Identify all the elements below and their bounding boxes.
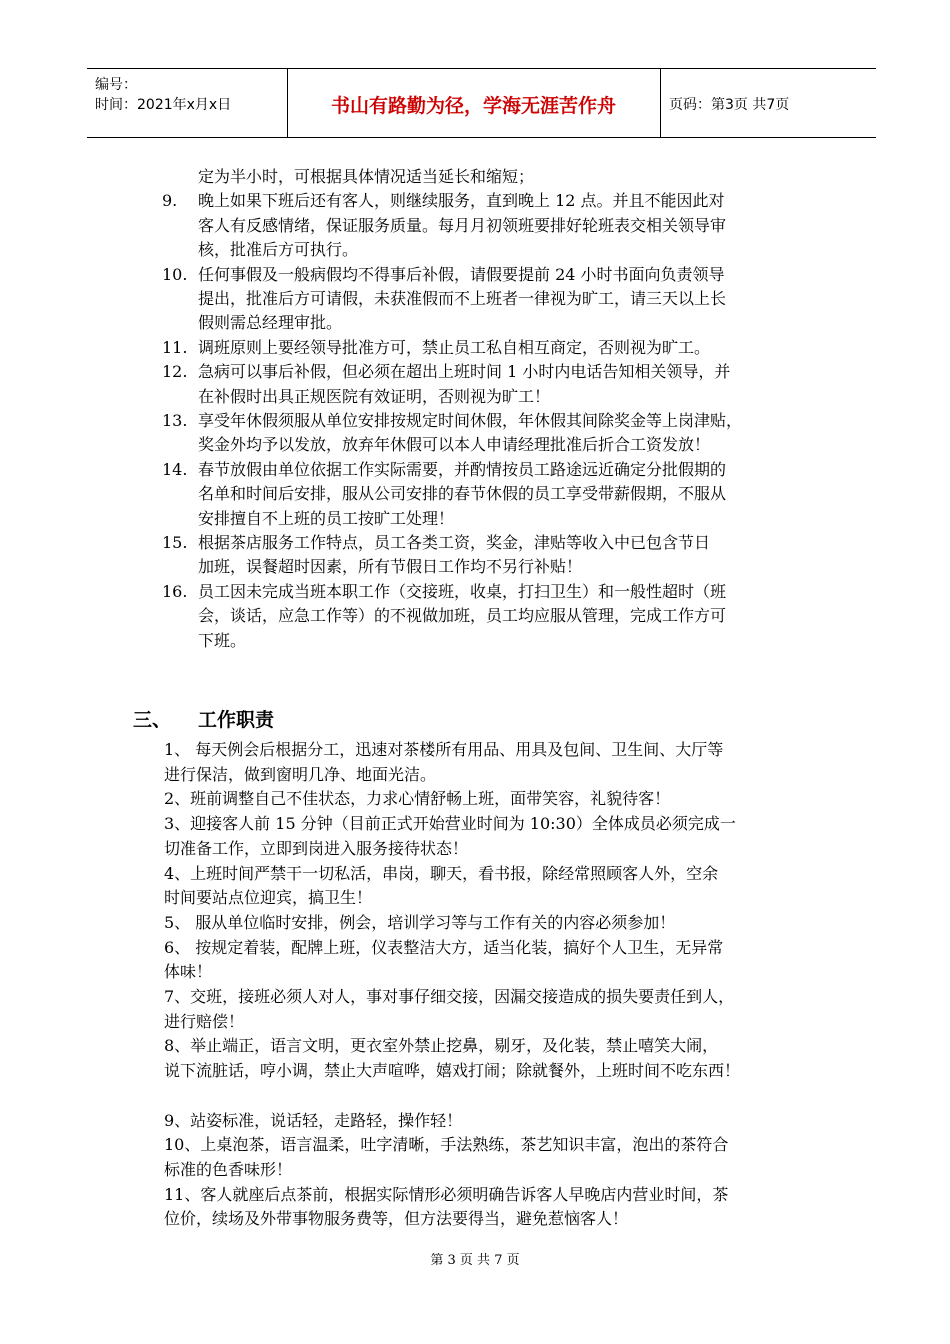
time-label: 时间：2021年x月x日 — [95, 97, 232, 113]
duty-text-line: 11、客人就座后点茶前，根据实际情形必须明确告诉客人早晚店内营业时间，茶 — [164, 1184, 729, 1204]
section-number: 三、 — [133, 709, 172, 731]
rule-number: 10. — [162, 264, 188, 284]
rule-text-line: 提出，批准后方可请假，未获准假而不上班者一律视为旷工，请三天以上长 — [198, 289, 727, 308]
rule-number: 13. — [162, 411, 188, 430]
duty-text-line: 时间要站点位迎宾，搞卫生！ — [164, 888, 373, 908]
rule-text-line: 加班，误餐超时因素，所有节假日工作均不另行补贴！ — [198, 557, 583, 577]
rule-number: 16. — [162, 581, 188, 601]
rule-number: 11. — [162, 337, 188, 357]
rule-text-line: 享受年休假须服从单位安排按规定时间休假，年休假其间除奖金等上岗津贴， — [198, 411, 743, 430]
serial-label: 编号： — [95, 77, 137, 93]
rule-text-line: 春节放假由单位依据工作实际需要，并酌情按员工路途远近确定分批假期的 — [198, 459, 727, 479]
rule-text-line: 在补假时出具正规医院有效证明，否则视为旷工！ — [198, 386, 551, 406]
rule-number: 9. — [162, 191, 178, 211]
duty-text-line: 3、迎接客人前 15 分钟（目前正式开始营业时间为 10:30）全体成员必须完成一 — [164, 814, 736, 834]
header-page-number: 页码：第3页 共7页 — [669, 97, 790, 113]
header-left-cell — [87, 69, 288, 137]
rule-number: 12. — [162, 362, 188, 382]
rule-text-line: 员工因未完成当班本职工作（交接班，收桌，打扫卫生）和一般性超时（班 — [198, 581, 727, 601]
duty-text-line: 体味！ — [164, 962, 213, 982]
page-header — [87, 68, 876, 138]
rule-text-line: 安排擅自不上班的员工按旷工处理！ — [198, 508, 455, 528]
duty-text-line: 标准的色香味形！ — [164, 1159, 293, 1179]
rule-number: 14. — [162, 459, 188, 479]
duty-text-line: 4、上班时间严禁干一切私活，串岗，聊天，看书报，除经常照顾客人外，空余 — [164, 863, 719, 883]
rule-text-line: 客人有反感情绪，保证服务质量。每月月初领班要排好轮班表交相关领导审 — [198, 215, 727, 235]
rule-text-line: 奖金外均予以发放，放弃年休假可以本人申请经理批准后折合工资发放！ — [198, 435, 711, 455]
duty-text-line: 2、班前调整自己不佳状态，力求心情舒畅上班，面带笑容，礼貌待客！ — [164, 789, 671, 809]
duty-text-line: 说下流脏话，哼小调，禁止大声喧哗，嬉戏打闹；除就餐外，上班时间不吃东西！ — [164, 1061, 741, 1081]
rule-text-line: 调班原则上要经领导批准方可，禁止员工私自相互商定，否则视为旷工。 — [198, 337, 711, 357]
rule-text-line: 任何事假及一般病假均不得事后补假，请假要提前 24 小时书面向负责领导 — [198, 264, 725, 284]
rule-text-line: 会，谈话，应急工作等）的不视做加班，员工均应服从管理，完成工作方可 — [198, 606, 727, 626]
duty-text-line: 6、 按规定着装，配牌上班，仪表整洁大方，适当化装，搞好个人卫生，无异常 — [164, 937, 724, 957]
duty-text-line: 8、举止端正，语言文明，更衣室外禁止挖鼻，剔牙，及化装，禁止嘻笑大闹， — [164, 1036, 719, 1056]
rule-text-line: 名单和时间后安排，服从公司安排的春节休假的员工享受带薪假期，不服从 — [198, 484, 727, 504]
duty-text-line: 9、站姿标准，说话轻，走路轻，操作轻！ — [164, 1110, 463, 1130]
rule-text-line: 下班。 — [198, 630, 247, 650]
section-title: 工作职责 — [198, 709, 275, 731]
page-footer: 第 3 页 共 7 页 — [430, 1253, 520, 1268]
duty-text-line: 7、交班，接班必须人对人，事对事仔细交接，因漏交接造成的损失要责任到人， — [164, 987, 735, 1006]
duty-text-line: 进行赔偿！ — [164, 1011, 245, 1031]
header-page-cell — [660, 69, 876, 137]
rule-text-line: 急病可以事后补假，但必须在超出上班时间 1 小时内电话告知相关领导，并 — [198, 362, 731, 382]
rule-text-line: 根据茶店服务工作特点，员工各类工资，奖金，津贴等收入中已包含节日 — [198, 533, 711, 552]
rule-text-line: 假则需总经理审批。 — [198, 313, 343, 333]
duty-text-line: 1、 每天例会后根据分工，迅速对茶楼所有用品、用具及包间、卫生间、大厅等 — [164, 740, 724, 759]
duty-text-line: 进行保洁，做到窗明几净、地面光洁。 — [164, 764, 437, 784]
header-motto-cell — [287, 69, 661, 137]
duty-text-line: 10、上桌泡茶，语言温柔，吐字清晰，手法熟练，茶艺知识丰富，泡出的茶符合 — [164, 1135, 729, 1155]
duty-text-line: 切准备工作，立即到岗进入服务接待状态！ — [164, 838, 469, 858]
rule-text-line: 晚上如果下班后还有客人，则继续服务，直到晚上 12 点。并且不能因此对 — [198, 191, 725, 211]
duty-text-line: 5、 服从单位临时安排，例会，培训学习等与工作有关的内容必须参加！ — [164, 912, 676, 932]
rule-text-line: 核，批准后方可执行。 — [198, 240, 359, 260]
rule-text-line: 定为半小时，可根据具体情况适当延长和缩短； — [198, 167, 535, 186]
duty-text-line: 位价，续场及外带事物服务费等，但方法要得当，避免惹恼客人！ — [164, 1209, 629, 1229]
rule-number: 15. — [162, 533, 188, 552]
header-motto: 书山有路勤为径，学海无涯苦作舟 — [330, 95, 616, 117]
